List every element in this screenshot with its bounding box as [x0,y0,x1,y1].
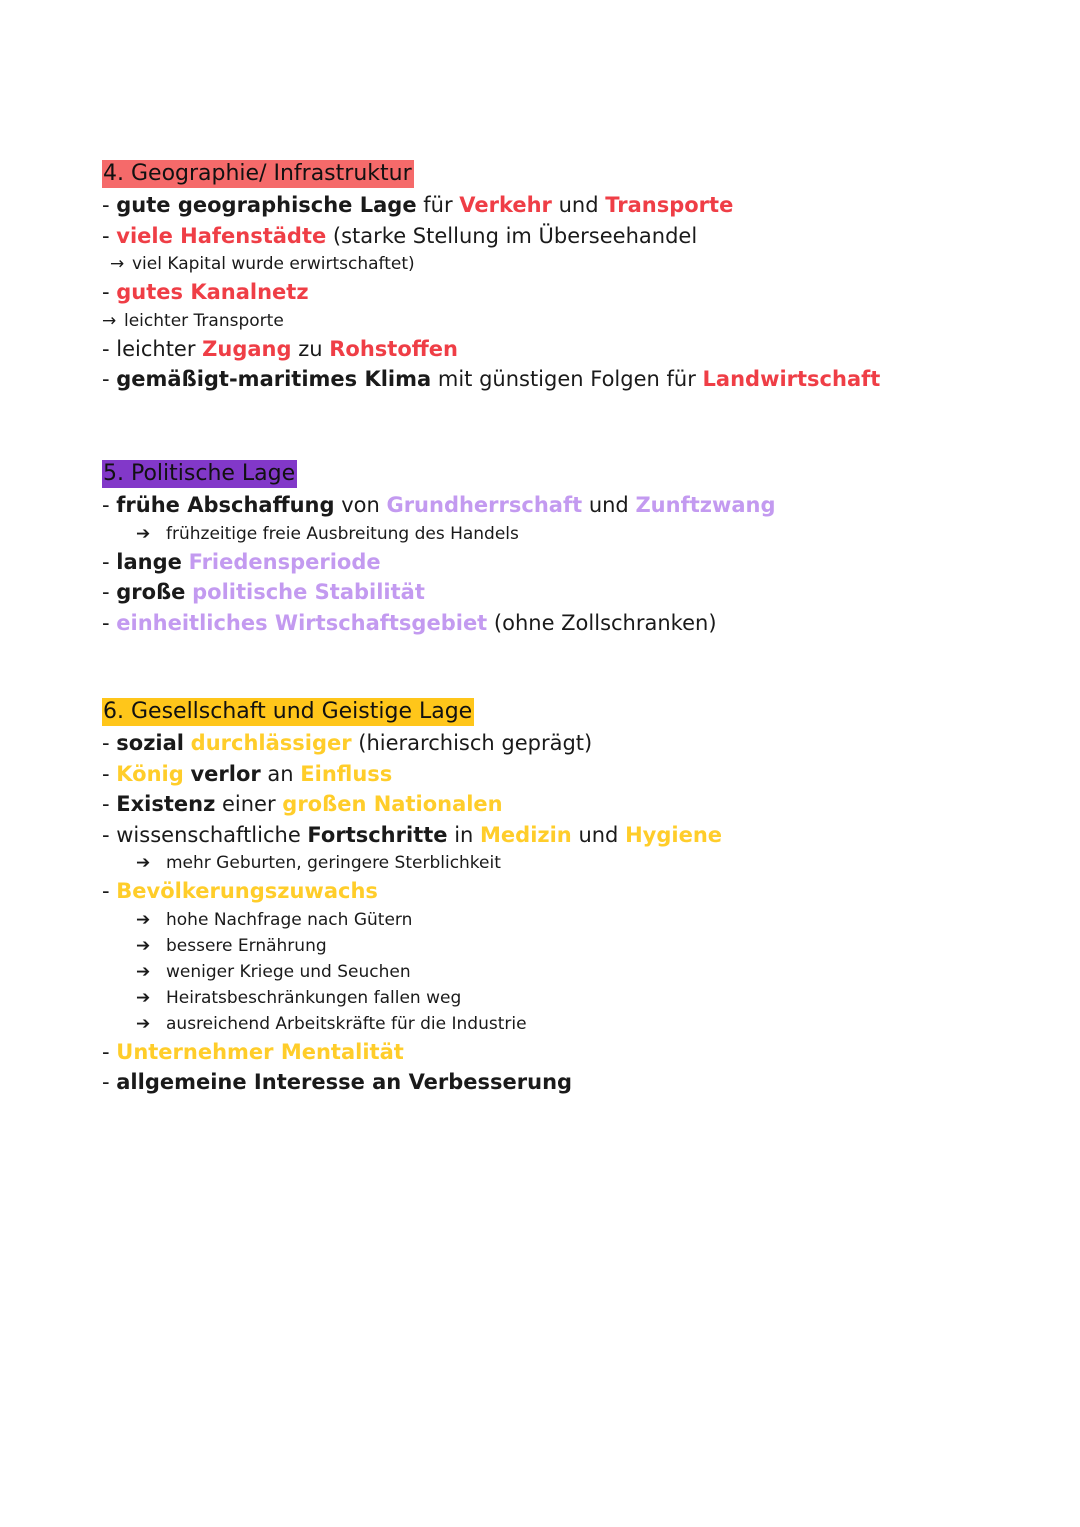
highlight-term: großen Nationalen [282,792,503,816]
highlight-term: viele Hafenstädte [116,223,327,248]
bullet-line: - König verlor an Einfluss [102,761,393,786]
bullet-line: - gemäßigt-maritimes Klima mit günstigen Folgen für Landwirtschaft [102,367,881,391]
sub-line: ➔ bessere Ernährung [102,933,722,959]
arrow-icon: ➔ [136,1013,151,1034]
bold-term: sozial [116,731,184,755]
bold-term: große [116,580,186,604]
bullet-line: - lange Friedensperiode [102,549,381,574]
bullet-line: - leichter Zugang zu Rohstoffen [102,336,458,361]
highlight-term: Grundherrschaft [386,493,583,517]
sub-line: ➔ frühzeitige freie Ausbreitung des Handels [102,521,776,547]
highlight-term: Bevölkerungszuwachs [116,879,378,903]
section-gesellschaft [102,698,722,1098]
bullet-line: - Existenz einer großen Nationalen [102,792,503,816]
highlight-term: Zugang [202,336,292,361]
highlight-term: König [116,761,184,786]
bold-term: gemäßigt-maritimes Klima [116,367,432,391]
highlight-term: durchlässiger [190,731,352,755]
bold-term: gute geographische Lage [116,193,417,217]
highlight-term: Hygiene [625,822,723,847]
bold-term: allgemeine Interesse an Verbesserung [116,1070,573,1094]
arrow-icon: → [110,254,125,274]
highlight-term: politische Stabilität [192,580,425,604]
highlight-term: Landwirtschaft [702,367,881,391]
bullet-line: - Bevölkerungszuwachs [102,879,378,903]
bold-term: verlor [190,761,261,786]
sub-line: ➔ hohe Nachfrage nach Gütern [102,907,722,933]
arrow-icon: → [102,310,117,331]
arrow-icon: ➔ [136,909,151,930]
bold-term: lange [116,549,182,574]
bold-term: Fortschritte [307,822,448,847]
highlight-term: einheitliches Wirtschaftsgebiet [116,610,488,635]
bullet-line: - große politische Stabilität [102,580,425,604]
bullet-line: - viele Hafenstädte (starke Stellung im Überseehandel [102,223,698,248]
bold-term: Existenz [116,792,216,816]
sub-line: ➔ ausreichend Arbeitskräfte für die Industrie [102,1011,722,1037]
highlight-term: Medizin [480,822,572,847]
sub-line: ➔ weniger Kriege und Seuchen [102,959,722,985]
highlight-term: Zunftzwang [635,493,776,517]
bullet-line: - Unternehmer Mentalität [102,1039,404,1064]
bullet-line: - wissenschaftliche Fortschritte in Medizin und Hygiene [102,822,723,847]
arrow-icon: ➔ [136,987,151,1008]
bullet-line: - sozial durchlässiger (hierarchisch geprägt) [102,731,593,755]
bullet-line: - allgemeine Interesse an Verbesserung [102,1070,573,1094]
section-heading: 6. Gesellschaft und Geistige Lage [103,699,473,724]
highlight-term: Verkehr [459,193,552,217]
sub-line: ➔ mehr Geburten, geringere Sterblichkeit [102,850,722,876]
arrow-icon: ➔ [136,961,151,982]
bullet-line: - frühe Abschaffung von Grundherrschaft und Zunftzwang [102,493,776,517]
section-heading: 4. Geographie/ Infrastruktur [103,161,412,186]
section-geographie [102,160,880,395]
bold-term: frühe Abschaffung [116,493,335,517]
highlight-term: Transporte [605,193,734,217]
sub-line: → leichter Transporte [102,308,880,334]
bullet-line: - gute geographische Lage für Verkehr und Transporte [102,193,734,217]
highlight-term: Rohstoffen [329,336,458,361]
section-politische-lage [102,460,776,638]
bullet-line: - einheitliches Wirtschaftsgebiet (ohne Zollschranken) [102,610,717,635]
sub-line: → viel Kapital wurde erwirtschaftet) [102,251,880,277]
arrow-icon: ➔ [136,853,151,873]
arrow-icon: ➔ [136,523,151,544]
highlight-term: gutes Kanalnetz [116,280,309,304]
highlight-term: Unternehmer Mentalität [116,1039,404,1064]
bullet-line: - gutes Kanalnetz [102,280,309,304]
section-heading: 5. Politische Lage [103,461,296,486]
sub-line: ➔ Heiratsbeschränkungen fallen weg [102,985,722,1011]
arrow-icon: ➔ [136,935,151,956]
highlight-term: Friedensperiode [188,549,381,574]
highlight-term: Einfluss [300,761,393,786]
